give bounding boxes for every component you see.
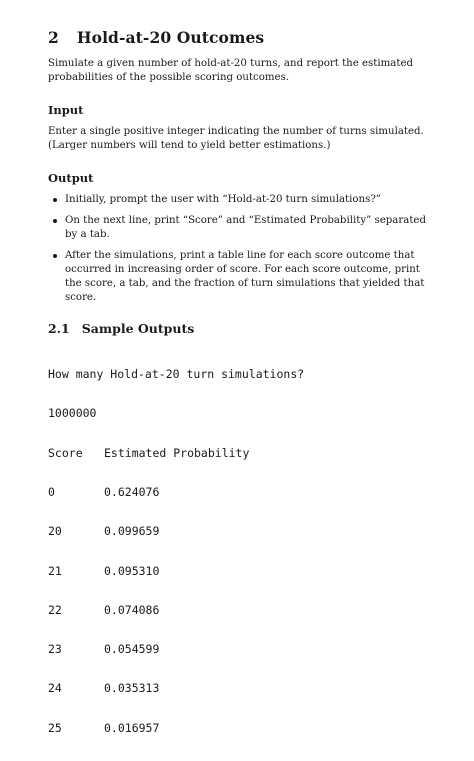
header-probability: Estimated Probability [104,445,250,460]
list-item-text: On the next line, print “Score” and “Estimated Probability” separated by a tab. [65,215,426,240]
prompt-text: How many Hold-at-20 turn simulations? [48,367,305,382]
probability-cell: 0.016957 [104,720,160,735]
output-heading: Output [48,171,94,185]
list-item-text: After the simulations, print a table line for each score outcome that occurred in increasing order of score. For each score outcome, print the score, a tab, and the fraction of turn simulations that yielded that score. [65,250,425,303]
score-cell: 0 [48,485,55,500]
score-cell: 23 [48,642,62,657]
sample-output-block [48,342,428,761]
table-row [48,565,428,578]
probability-cell: 0.074086 [104,602,160,617]
intro-paragraph: Simulate a given number of hold-at-20 turns, and report the estimated probabilities of the possible scoring outcomes. [48,58,413,83]
list-item-text: Initially, prompt the user with “Hold-at-20 turn simulations?” [65,194,381,205]
score-cell: 20 [48,524,62,539]
subsection-title: Sample Outputs [81,321,195,336]
code-line [48,368,428,381]
score-cell: 21 [48,563,62,578]
section-heading [48,28,428,47]
probability-cell: 0.054599 [104,642,160,657]
table-header [48,447,428,460]
bullet-icon [53,198,57,202]
input-heading: Input [48,103,84,117]
probability-cell: 0.095310 [104,563,160,578]
code-line [48,407,428,420]
document-page [48,28,428,761]
table-row [48,486,428,499]
probability-cell: 0.099659 [104,524,160,539]
list-item [48,214,428,242]
probability-cell: 0.624076 [104,485,160,500]
score-cell: 22 [48,602,62,617]
output-list [48,193,428,305]
list-item [48,193,428,207]
header-score: Score [48,445,83,460]
table-row [48,525,428,538]
score-cell: 24 [48,681,62,696]
probability-cell: 0.035313 [104,681,160,696]
table-row [48,604,428,617]
input-value: 1000000 [48,406,97,421]
table-row [48,722,428,735]
bullet-icon [53,219,57,223]
subsection-number: 2.1 [48,321,70,336]
section-title: Hold-at-20 Outcomes [76,28,265,47]
input-paragraph: Enter a single positive integer indicating the number of turns simulated. (Larger numbers will tend to yield better estimations.) [48,126,424,151]
list-item [48,249,428,305]
section-number: 2 [48,28,59,47]
table-row [48,682,428,695]
bullet-icon [53,254,57,258]
table-row [48,643,428,656]
score-cell: 25 [48,720,62,735]
subsection-heading [48,321,428,336]
